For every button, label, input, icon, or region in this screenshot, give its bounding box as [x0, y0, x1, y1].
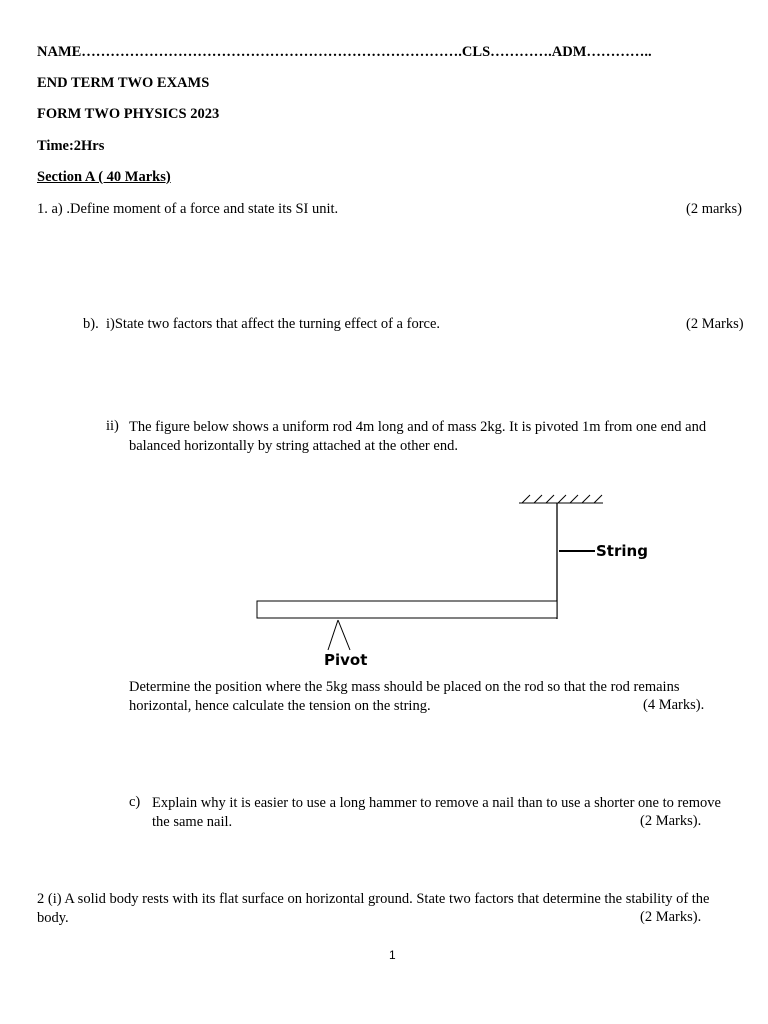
exam-title: END TERM TWO EXAMS: [37, 75, 210, 91]
page-number: 1: [389, 948, 396, 962]
pivot-support: [328, 620, 350, 650]
question-1a-text: 1. a) .Define moment of a force and state its SI unit.: [37, 201, 339, 217]
question-1b-label: b).: [83, 316, 99, 332]
question-1bi-marks: (2 Marks): [686, 316, 744, 332]
name-cls-adm-line: NAME…………………………………………………………………….CLS………….ADM…………..: [37, 44, 652, 60]
question-2-text: 2 (i) A solid body rests with its flat surface on horizontal ground. State two factors that determine the stability of the body.: [37, 891, 710, 926]
question-1bii-task: Determine the position where the 5kg mass should be placed on the rod so that the rod remains horizontal, hence calculate the tension on the string.: [129, 679, 680, 714]
string-label: String: [596, 542, 648, 560]
section-heading: Section A ( 40 Marks): [37, 169, 171, 185]
time-allowed: Time:2Hrs: [37, 138, 105, 154]
ceiling-hatch: [519, 495, 603, 503]
subject-title: FORM TWO PHYSICS 2023: [37, 106, 220, 122]
question-2-marks: (2 Marks).: [640, 909, 702, 925]
question-1bi-text: i)State two factors that affect the turning effect of a force.: [106, 316, 441, 332]
question-1c-label: c): [129, 794, 141, 810]
rod-pivot-figure: [0, 485, 768, 675]
question-1c-marks: (2 Marks).: [640, 813, 702, 829]
question-1c-text: Explain why it is easier to use a long hammer to remove a nail than to use a shorter one to remove the same nail.: [152, 795, 721, 830]
pivot-label: Pivot: [324, 651, 368, 669]
question-1bii-marks: (4 Marks).: [643, 697, 705, 713]
question-1a-marks: (2 marks): [686, 201, 742, 217]
uniform-rod: [257, 601, 557, 618]
question-1bii-label: ii): [106, 418, 119, 434]
question-1bii-text: The figure below shows a uniform rod 4m long and of mass 2kg. It is pivoted 1m from one end and balanced horizontally by string attached at the other end.: [129, 419, 707, 454]
